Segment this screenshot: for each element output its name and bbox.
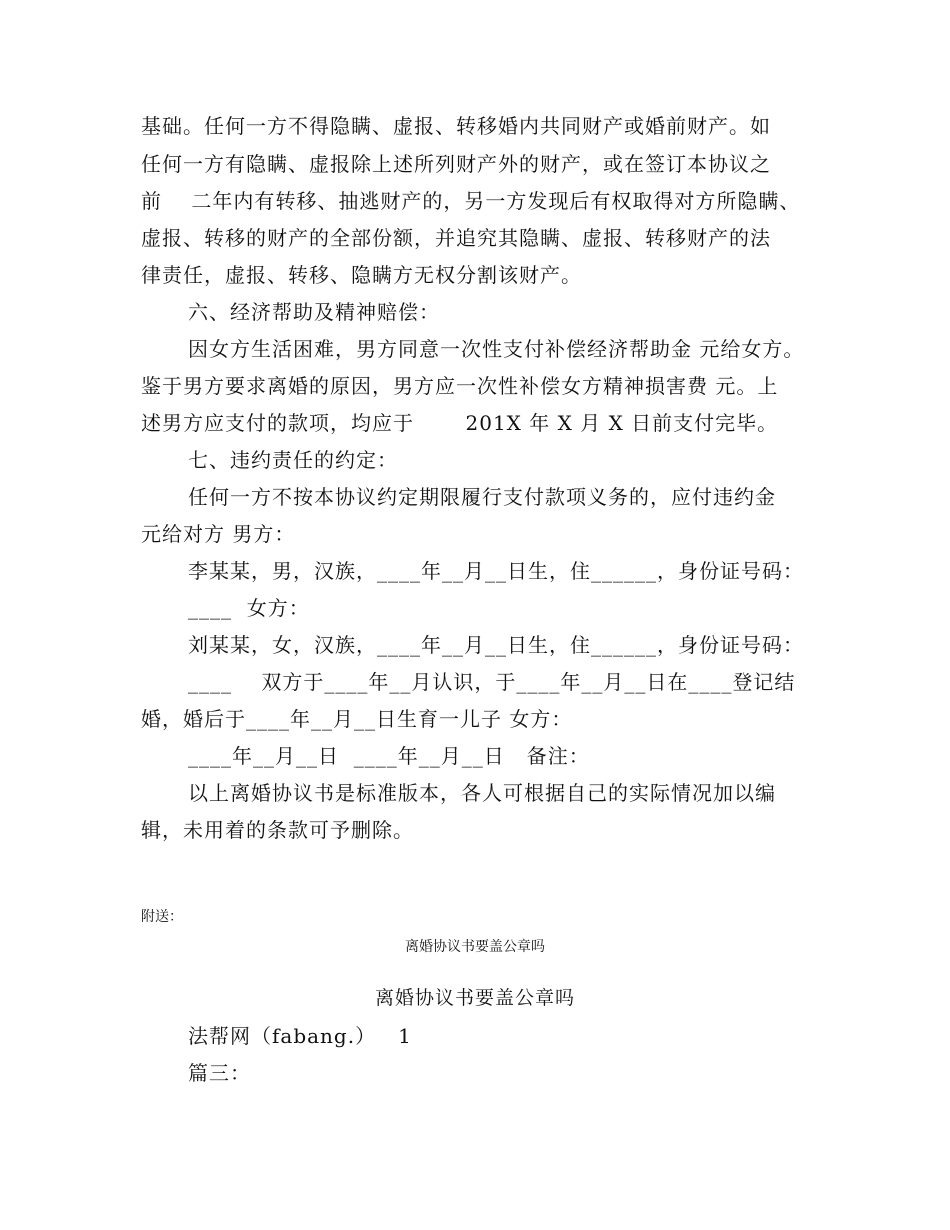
section-label: 篇三： bbox=[188, 1061, 251, 1085]
section-heading-6: 六、经济帮助及精神赔偿： bbox=[188, 300, 440, 324]
body-line: 虚报、转移的财产的全部份额，并追究其隐瞒、虚报、转移财产的法 bbox=[141, 226, 771, 250]
section-heading-7: 七、违约责任的约定： bbox=[188, 448, 398, 472]
body-line: 任何一方不按本协议约定期限履行支付款项义务的，应付违约金 bbox=[188, 485, 776, 509]
body-line: 鉴于男方要求离婚的原因，男方应一次性补偿女方精神损害费 元。上 bbox=[141, 374, 779, 398]
body-line: ____年__月__日 ____年__月__日 备注： bbox=[188, 744, 590, 768]
body-line: 以上离婚协议书是标准版本，各人可根据自己的实际情况加以编 bbox=[188, 781, 776, 805]
body-line: 元给对方 男方： bbox=[141, 522, 296, 546]
small-heading: 离婚协议书要盖公章吗 bbox=[405, 939, 545, 955]
body-line: 基础。任何一方不得隐瞒、虚报、转移婚内共同财产或婚前财产。如 bbox=[141, 114, 771, 138]
source-line: 法帮网（fabang.） 1 bbox=[188, 1024, 412, 1048]
body-line: 前 二年内有转移、抽逃财产的，另一方发现后有权取得对方所隐瞒、 bbox=[141, 189, 801, 213]
body-line: 辑，未用着的条款可予删除。 bbox=[141, 818, 414, 842]
body-line: 任何一方有隐瞒、虚报除上述所列财产外的财产，或在签订本协议之 bbox=[141, 152, 771, 176]
appendix-label: 附送： bbox=[141, 909, 183, 925]
body-line: 述男方应支付的款项，均应于 201X 年 X 月 X 日前支付完毕。 bbox=[141, 411, 779, 435]
body-line: 因女方生活困难，男方同意一次性支付补偿经济帮助金 元给女方。 bbox=[188, 337, 805, 361]
body-line: ____ 女方： bbox=[188, 596, 310, 620]
main-heading: 离婚协议书要盖公章吗 bbox=[374, 987, 575, 1009]
body-line: ____ 双方于____年__月认识，于____年__月__日在____登记结 bbox=[188, 670, 796, 694]
body-line: 李某某，男，汉族，____年__月__日生，住______，身份证号码： bbox=[188, 559, 804, 583]
body-line: 刘某某，女，汉族，____年__月__日生，住______，身份证号码： bbox=[188, 633, 804, 657]
body-line: 婚，婚后于____年__月__日生育一儿子 女方： bbox=[141, 707, 573, 731]
body-line: 律责任，虚报、转移、隐瞒方无权分割该财产。 bbox=[141, 263, 582, 287]
